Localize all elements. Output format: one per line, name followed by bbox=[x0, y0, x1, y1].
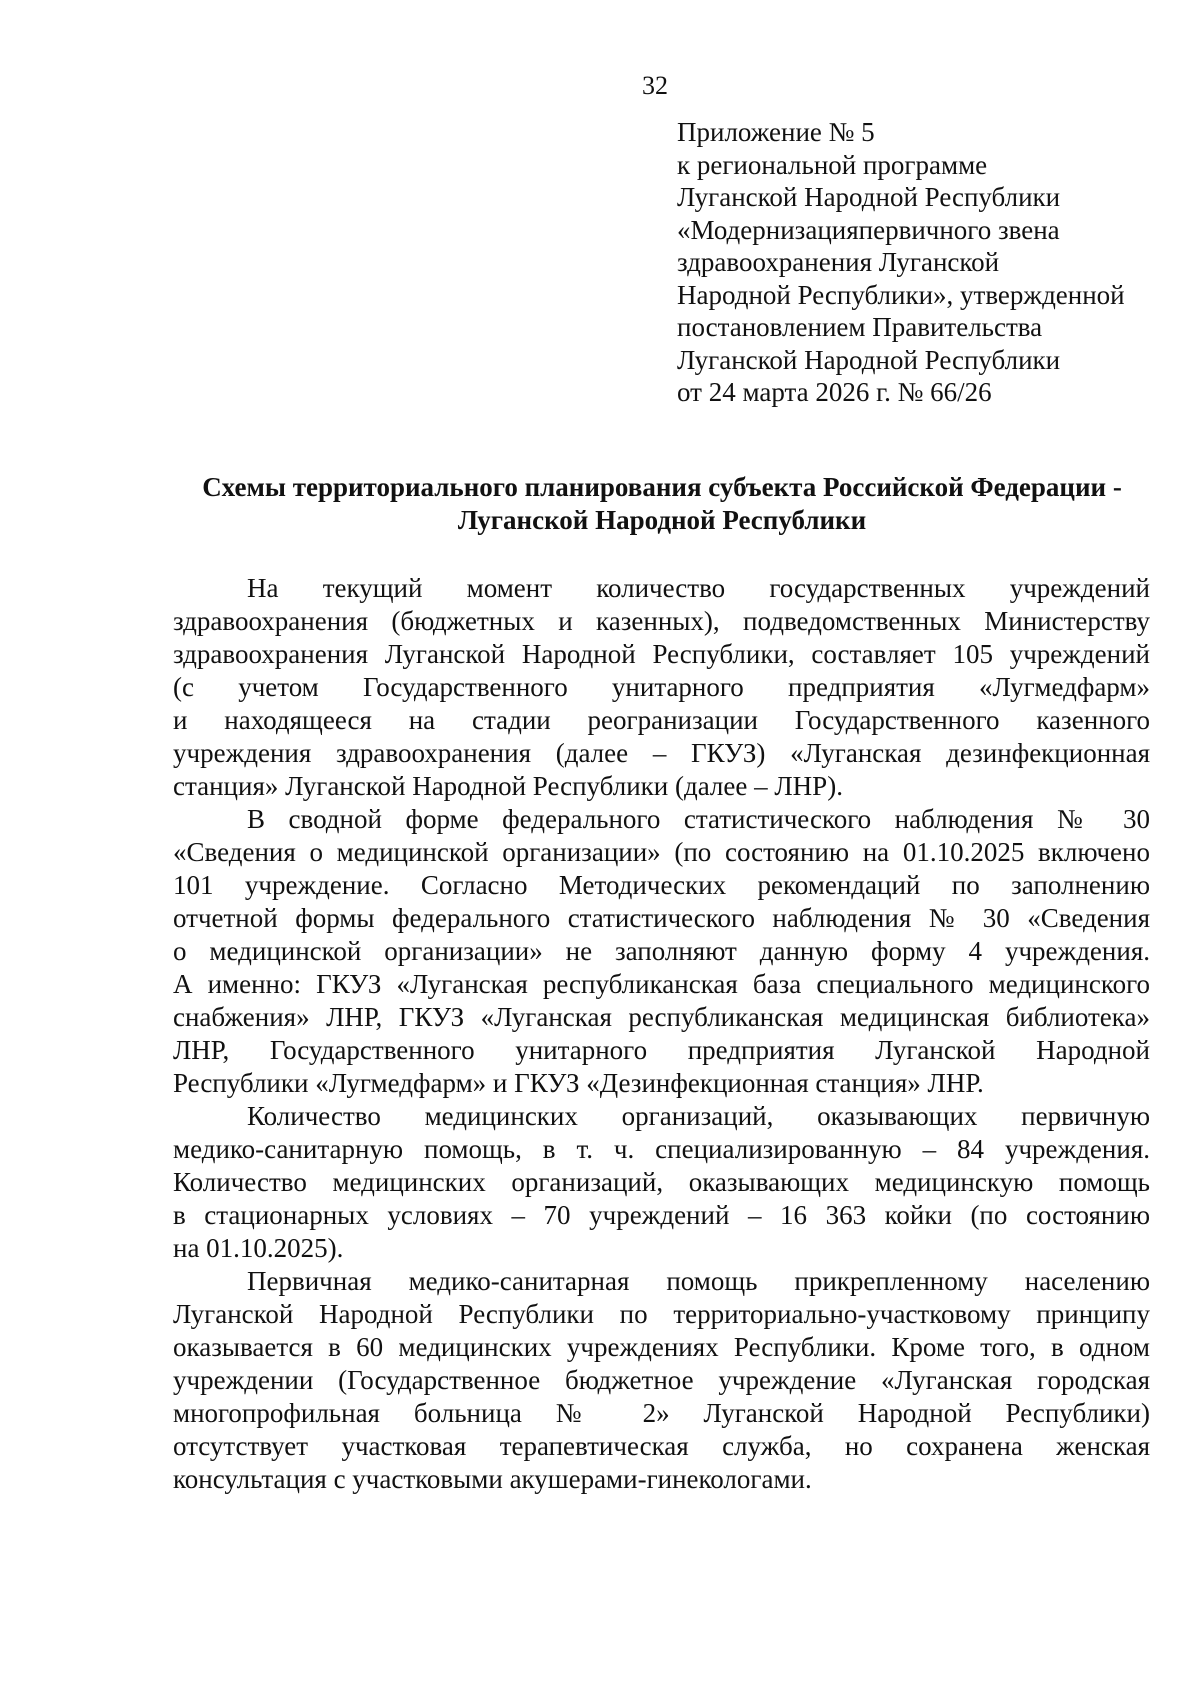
appendix-line: Луганской Народной Республики bbox=[677, 182, 1061, 212]
paragraph bbox=[173, 803, 1150, 1100]
paragraph-line: и находящееся на стадии реогранизации Государственного казенного bbox=[173, 705, 1150, 735]
paragraph-line: снабжения» ЛНР, ГКУЗ «Луганская республиканская медицинская библиотека» bbox=[173, 1002, 1150, 1032]
paragraph bbox=[173, 1265, 1150, 1496]
paragraph-line: ЛНР, Государственного унитарного предприятия Луганской Народной bbox=[173, 1035, 1150, 1065]
title-line: Схемы территориального планирования субъекта Российской Федерации - bbox=[202, 472, 1122, 502]
paragraph-line: в стационарных условиях – 70 учреждений – 16 363 койки (по состоянию bbox=[173, 1200, 1150, 1230]
appendix-line: к региональной программе bbox=[677, 149, 988, 180]
paragraph-line: «Сведения о медицинской организации» (по состоянию на 01.10.2025 включено bbox=[173, 837, 1150, 867]
paragraph bbox=[173, 1100, 1150, 1265]
paragraph-line: Луганской Народной Республики по территориально-участковому принципу bbox=[173, 1299, 1150, 1329]
paragraph-line: оказывается в 60 медицинских учреждениях Республики. Кроме того, в одном bbox=[173, 1332, 1150, 1362]
paragraph-line: В сводной форме федерального статистического наблюдения № 30 bbox=[247, 804, 1150, 834]
paragraph-line: отчетной формы федерального статистического наблюдения № 30 «Сведения bbox=[173, 903, 1150, 933]
paragraph-line: на 01.10.2025). bbox=[173, 1233, 344, 1263]
paragraph-line: Количество медицинских организаций, оказывающих первичную bbox=[247, 1101, 1150, 1131]
appendix-block bbox=[677, 116, 1177, 409]
appendix-line: здравоохранения Луганской bbox=[677, 247, 1000, 277]
appendix-line: от 24 марта 2026 г. № 66/26 bbox=[677, 377, 992, 407]
paragraph-line: На текущий момент количество государственных учреждений bbox=[247, 573, 1150, 603]
paragraph-line: о медицинской организации» не заполняют данную форму 4 учреждения. bbox=[173, 936, 1150, 966]
paragraph-line: здравоохранения Луганской Народной Республики, составляет 105 учреждений bbox=[173, 639, 1150, 669]
document-title bbox=[172, 471, 1152, 537]
paragraph-line: многопрофильная больница № 2» Луганской Народной Республики) bbox=[173, 1398, 1150, 1428]
paragraph-line: станция» Луганской Народной Республики (далее – ЛНР). bbox=[173, 771, 843, 801]
appendix-line: Народной Республики», утвержденной bbox=[677, 279, 1125, 310]
paragraph-line: Республики «Лугмедфарм» и ГКУЗ «Дезинфекционная станция» ЛНР. bbox=[173, 1068, 984, 1098]
paragraph-line: 101 учреждение. Согласно Методических рекомендаций по заполнению bbox=[173, 870, 1150, 900]
paragraph-line: отсутствует участковая терапевтическая служба, но сохранена женская bbox=[173, 1431, 1150, 1461]
paragraph-line: консультация с участковыми акушерами-гинекологами. bbox=[173, 1464, 812, 1494]
title-line: Луганской Народной Республики bbox=[457, 505, 867, 535]
appendix-line: постановлением Правительства bbox=[677, 312, 1043, 342]
paragraph-line: медико-санитарную помощь, в т. ч. специализированную – 84 учреждения. bbox=[173, 1134, 1150, 1164]
paragraph-line: Первичная медико-санитарная помощь прикрепленному населению bbox=[247, 1266, 1150, 1296]
paragraph bbox=[173, 572, 1150, 803]
appendix-line: Луганской Народной Республики bbox=[677, 344, 1061, 375]
paragraph-line: учреждении (Государственное бюджетное учреждение «Луганская городская bbox=[173, 1365, 1150, 1395]
appendix-line: «Модернизацияпервичного звена bbox=[677, 214, 1060, 245]
document-body bbox=[173, 572, 1150, 1496]
paragraph-line: А именно: ГКУЗ «Луганская республиканская база специального медицинского bbox=[173, 969, 1150, 999]
paragraph-line: учреждения здравоохранения (далее – ГКУЗ) «Луганская дезинфекционная bbox=[173, 738, 1150, 768]
paragraph-line: Количество медицинских организаций, оказывающих медицинскую помощь bbox=[173, 1167, 1150, 1197]
page-number: 32 bbox=[642, 71, 668, 100]
paragraph-line: (с учетом Государственного унитарного предприятия «Лугмедфарм» bbox=[173, 672, 1150, 702]
appendix-line: Приложение № 5 bbox=[677, 117, 875, 147]
paragraph-line: здравоохранения (бюджетных и казенных), подведомственных Министерству bbox=[173, 606, 1150, 636]
